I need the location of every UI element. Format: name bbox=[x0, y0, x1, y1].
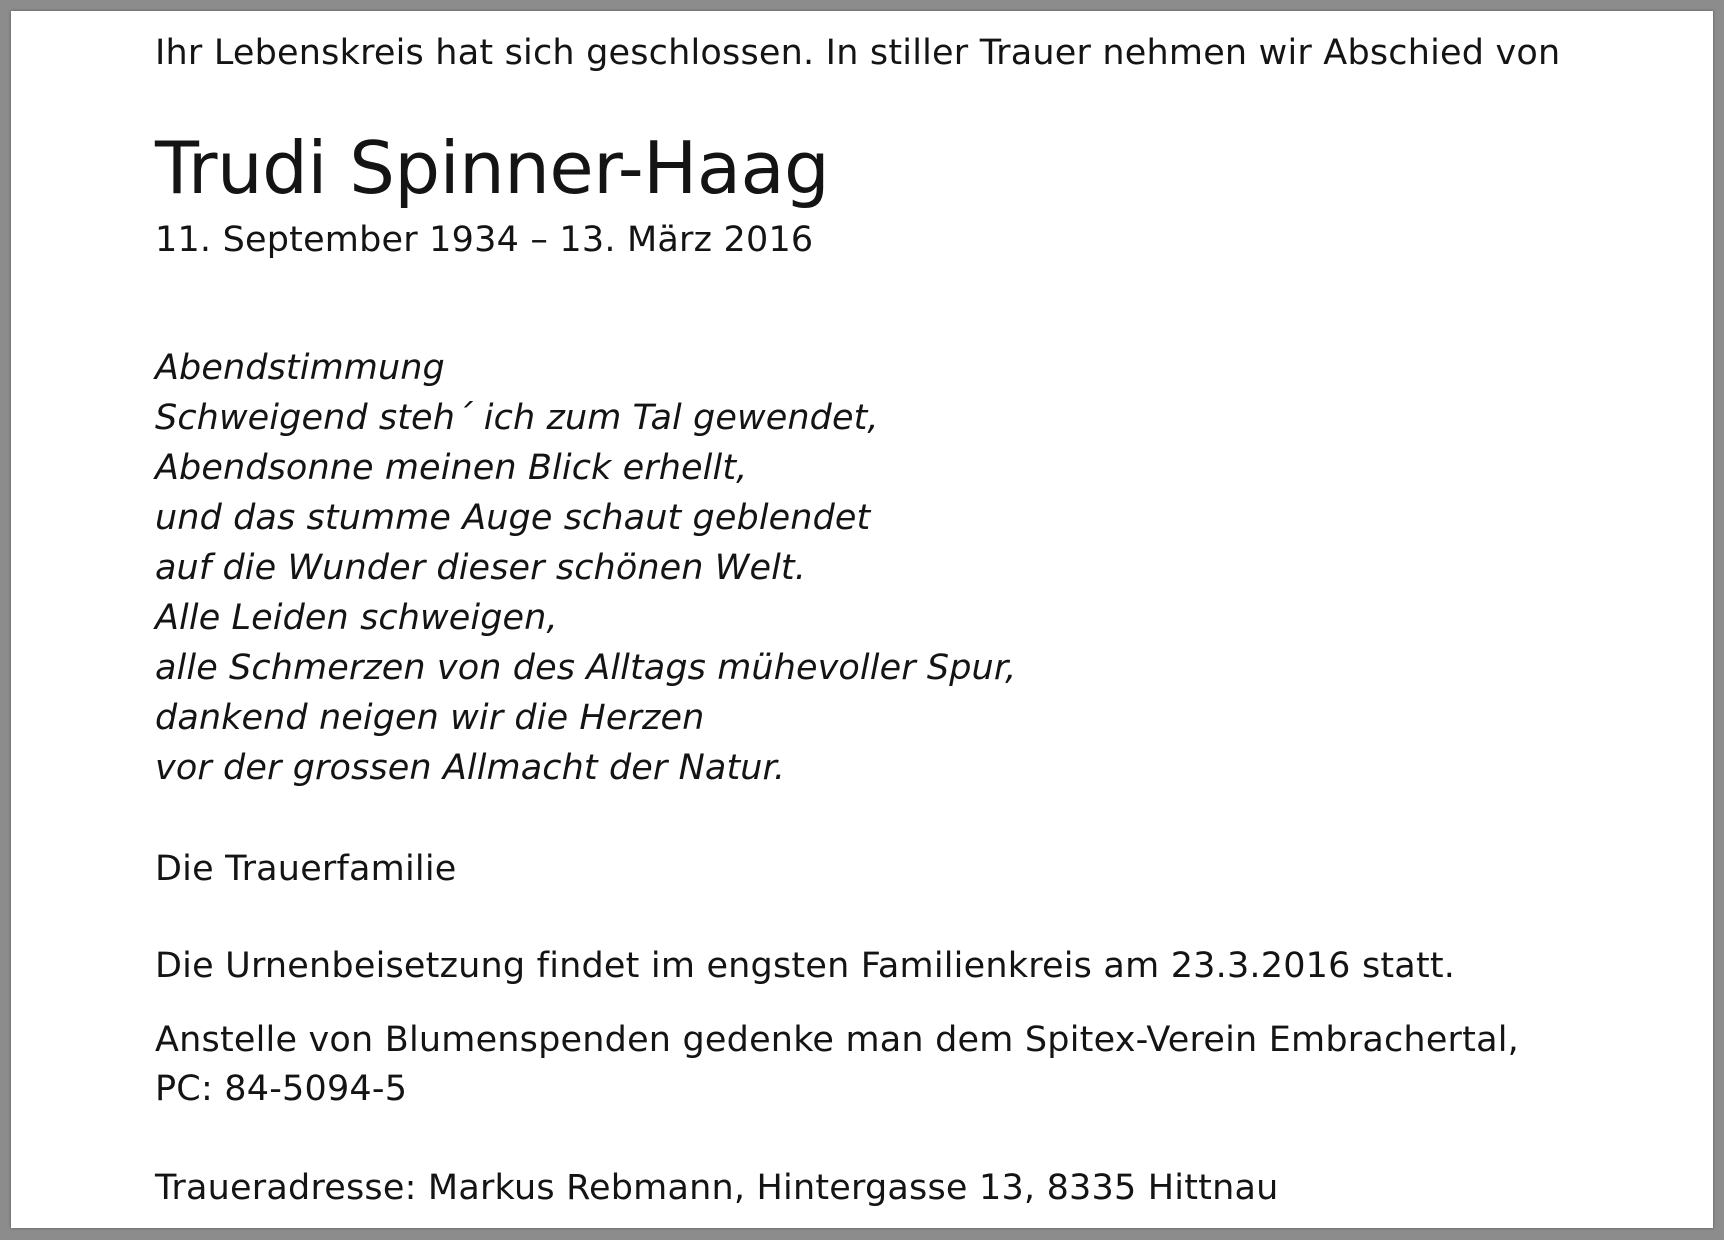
poem-line: auf die Wunder dieser schönen Welt. bbox=[155, 548, 806, 588]
family-signature: Die Trauerfamilie bbox=[155, 849, 457, 889]
poem-line: dankend neigen wir die Herzen bbox=[155, 698, 705, 738]
intro-text: Ihr Lebenskreis hat sich geschlossen. In stiller Trauer nehmen wir Abschied von bbox=[155, 33, 1561, 73]
poem-line: Schweigend steh´ ich zum Tal gewendet, bbox=[155, 398, 879, 438]
donation-account: PC: 84-5094-5 bbox=[155, 1069, 408, 1109]
deceased-name: Trudi Spinner-Haag bbox=[155, 126, 830, 210]
obituary-page bbox=[11, 11, 1713, 1228]
donation-info: Anstelle von Blumenspenden gedenke man dem Spitex-Verein Embrachertal, bbox=[155, 1020, 1519, 1060]
poem-line: Abendsonne meinen Blick erhellt, bbox=[155, 448, 748, 488]
poem-line: alle Schmerzen von des Alltags mühevoller Spur, bbox=[155, 648, 1017, 688]
poem-line: vor der grossen Allmacht der Natur. bbox=[155, 748, 786, 788]
poem-line: und das stumme Auge schaut geblendet bbox=[155, 498, 871, 538]
poem-title: Abendstimmung bbox=[155, 348, 445, 388]
burial-info: Die Urnenbeisetzung findet im engsten Familienkreis am 23.3.2016 statt. bbox=[155, 946, 1456, 986]
life-dates: 11. September 1934 – 13. März 2016 bbox=[155, 220, 814, 260]
poem-line: Alle Leiden schweigen, bbox=[155, 598, 558, 638]
poem bbox=[155, 343, 1016, 793]
mourning-address: Traueradresse: Markus Rebmann, Hintergasse 13, 8335 Hittnau bbox=[155, 1168, 1279, 1208]
